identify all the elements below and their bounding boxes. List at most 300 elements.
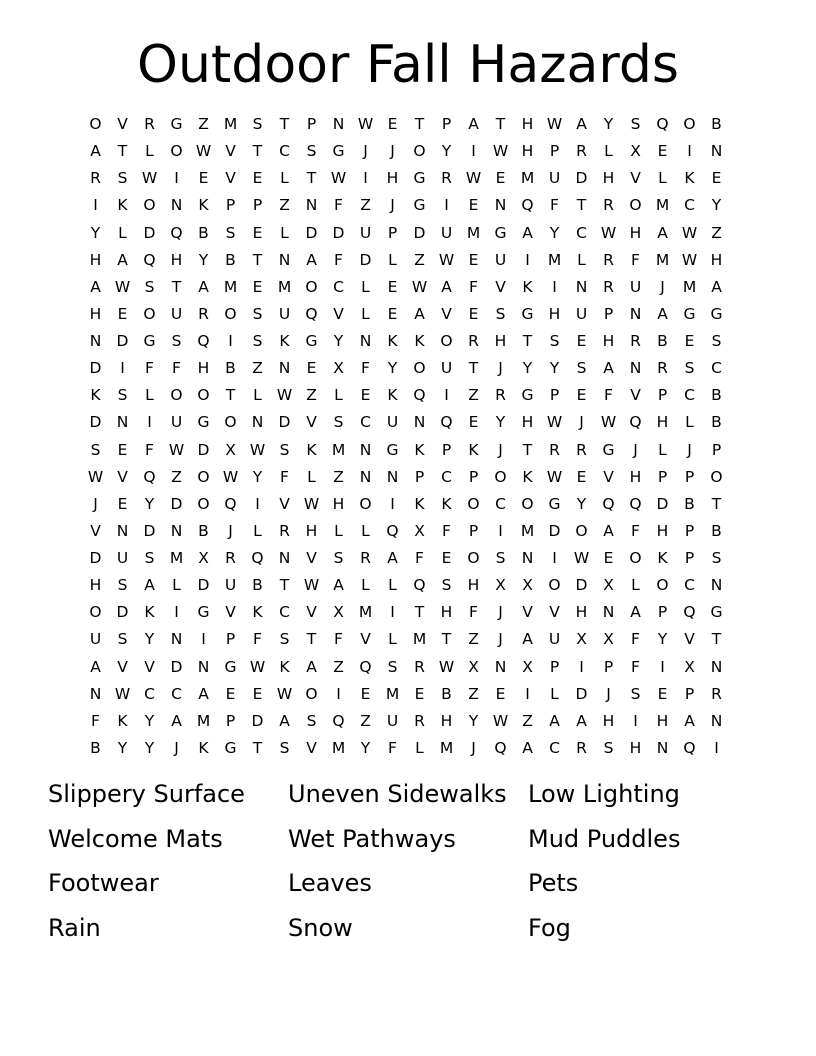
grid-letter[interactable]: P	[468, 521, 479, 540]
grid-letter[interactable]: T	[468, 359, 479, 378]
grid-letter[interactable]: F	[280, 467, 289, 486]
grid-letter[interactable]: D	[278, 413, 291, 432]
grid-letter[interactable]: E	[387, 304, 398, 323]
grid-letter[interactable]: N	[89, 684, 102, 703]
grid-letter[interactable]: W	[600, 413, 617, 432]
grid-letter[interactable]: E	[576, 386, 587, 405]
grid-letter[interactable]: B	[711, 386, 722, 405]
grid-letter[interactable]: I	[120, 359, 125, 378]
grid-letter[interactable]: A	[603, 521, 614, 540]
grid-letter[interactable]: S	[333, 413, 344, 432]
grid-letter[interactable]: V	[117, 115, 128, 133]
grid-letter[interactable]: L	[145, 386, 154, 405]
grid-letter[interactable]: W	[546, 413, 563, 432]
grid-letter[interactable]: M	[655, 250, 670, 269]
grid-letter[interactable]: E	[468, 250, 479, 269]
grid-letter[interactable]: O	[224, 413, 237, 432]
grid-letter[interactable]: V	[549, 603, 560, 622]
grid-letter[interactable]: I	[525, 684, 530, 703]
grid-letter[interactable]: P	[603, 657, 614, 676]
grid-letter[interactable]: I	[255, 494, 260, 513]
grid-letter[interactable]: L	[577, 250, 586, 269]
grid-letter[interactable]: H	[467, 576, 480, 595]
grid-letter[interactable]: Z	[333, 657, 344, 676]
grid-letter[interactable]: W	[681, 223, 698, 242]
grid-letter[interactable]: L	[145, 142, 154, 161]
grid-letter[interactable]: S	[495, 549, 506, 567]
grid-letter[interactable]: S	[117, 630, 128, 649]
grid-letter[interactable]: L	[415, 738, 424, 757]
grid-letter[interactable]: B	[657, 332, 668, 350]
grid-letter[interactable]: C	[711, 359, 722, 378]
grid-letter[interactable]: S	[252, 332, 263, 350]
grid-letter[interactable]: S	[711, 332, 722, 350]
grid-letter[interactable]: E	[252, 684, 263, 703]
grid-letter[interactable]: D	[575, 576, 588, 595]
grid-letter[interactable]: H	[305, 521, 318, 540]
grid-letter[interactable]: S	[387, 657, 398, 676]
grid-letter[interactable]: V	[495, 277, 506, 296]
grid-letter[interactable]: P	[711, 440, 722, 459]
grid-letter[interactable]: W	[411, 277, 428, 296]
grid-letter[interactable]: Z	[468, 386, 479, 405]
grid-letter[interactable]: S	[549, 332, 560, 350]
grid-letter[interactable]: T	[279, 576, 290, 595]
grid-letter[interactable]: Q	[359, 657, 372, 676]
grid-letter[interactable]: F	[334, 630, 343, 649]
grid-letter[interactable]: V	[117, 657, 128, 676]
grid-letter[interactable]: N	[89, 332, 102, 350]
grid-letter[interactable]: Q	[629, 494, 642, 513]
grid-letter[interactable]: H	[656, 521, 669, 540]
grid-letter[interactable]: L	[172, 576, 181, 595]
grid-letter[interactable]: U	[116, 549, 129, 567]
grid-letter[interactable]: O	[197, 494, 210, 513]
grid-letter[interactable]: K	[414, 494, 425, 513]
grid-letter[interactable]: A	[198, 277, 209, 296]
grid-letter[interactable]: T	[306, 169, 317, 188]
grid-letter[interactable]: N	[575, 277, 588, 296]
grid-letter[interactable]: G	[710, 304, 723, 323]
grid-letter[interactable]: Q	[386, 521, 399, 540]
grid-letter[interactable]: W	[114, 684, 131, 703]
grid-letter[interactable]: N	[629, 359, 642, 378]
grid-letter[interactable]: O	[224, 304, 237, 323]
grid-letter[interactable]: S	[225, 223, 236, 242]
grid-letter[interactable]: I	[390, 603, 395, 622]
grid-letter[interactable]: A	[306, 657, 317, 676]
grid-letter[interactable]: L	[388, 630, 397, 649]
grid-letter[interactable]: U	[170, 304, 183, 323]
grid-letter[interactable]: E	[252, 169, 263, 188]
grid-letter[interactable]: N	[170, 521, 183, 540]
grid-letter[interactable]: K	[387, 332, 398, 350]
grid-letter[interactable]: U	[440, 223, 453, 242]
grid-letter[interactable]: H	[629, 467, 642, 486]
grid-letter[interactable]: M	[412, 630, 427, 649]
grid-letter[interactable]: C	[441, 467, 452, 486]
grid-letter[interactable]: P	[684, 684, 695, 703]
grid-letter[interactable]: N	[278, 359, 291, 378]
grid-letter[interactable]: U	[386, 711, 399, 730]
grid-letter[interactable]: Z	[711, 223, 722, 242]
grid-letter[interactable]: E	[441, 549, 452, 567]
grid-letter[interactable]: O	[89, 115, 102, 133]
grid-letter[interactable]: C	[333, 277, 344, 296]
grid-letter[interactable]: I	[444, 196, 449, 215]
grid-letter[interactable]: D	[197, 576, 210, 595]
grid-letter[interactable]: H	[332, 494, 345, 513]
grid-letter[interactable]: S	[630, 115, 641, 133]
grid-letter[interactable]: R	[495, 386, 506, 405]
grid-letter[interactable]: N	[710, 711, 723, 730]
grid-letter[interactable]: H	[629, 223, 642, 242]
grid-letter[interactable]: U	[494, 250, 507, 269]
grid-letter[interactable]: S	[117, 576, 128, 595]
grid-letter[interactable]: H	[602, 711, 615, 730]
grid-letter[interactable]: Q	[413, 576, 426, 595]
grid-letter[interactable]: M	[331, 440, 346, 459]
grid-letter[interactable]: D	[656, 494, 669, 513]
grid-letter[interactable]: R	[90, 169, 101, 188]
grid-letter[interactable]: F	[334, 196, 343, 215]
grid-letter[interactable]: L	[388, 576, 397, 595]
grid-letter[interactable]: V	[630, 169, 641, 188]
grid-letter[interactable]: R	[657, 359, 668, 378]
grid-letter[interactable]: A	[90, 657, 101, 676]
grid-letter[interactable]: D	[170, 657, 183, 676]
grid-letter[interactable]: R	[198, 304, 209, 323]
grid-letter[interactable]: U	[548, 630, 561, 649]
grid-letter[interactable]: W	[492, 711, 509, 730]
grid-letter[interactable]: Y	[495, 413, 506, 432]
grid-letter[interactable]: H	[170, 250, 183, 269]
grid-letter[interactable]: P	[225, 196, 236, 215]
grid-letter[interactable]: D	[332, 223, 345, 242]
grid-letter[interactable]: Z	[306, 386, 317, 405]
grid-letter[interactable]: O	[575, 521, 588, 540]
grid-letter[interactable]: R	[603, 277, 614, 296]
grid-letter[interactable]: A	[144, 576, 155, 595]
grid-letter[interactable]: G	[224, 657, 237, 676]
grid-letter[interactable]: I	[633, 711, 638, 730]
grid-letter[interactable]: C	[684, 576, 695, 595]
grid-letter[interactable]: C	[360, 413, 371, 432]
grid-letter[interactable]: F	[550, 196, 559, 215]
grid-letter[interactable]: H	[440, 603, 453, 622]
grid-letter[interactable]: A	[576, 711, 587, 730]
grid-letter[interactable]: F	[388, 738, 397, 757]
grid-letter[interactable]: L	[280, 223, 289, 242]
grid-letter[interactable]: Y	[252, 467, 263, 486]
grid-letter[interactable]: I	[363, 169, 368, 188]
grid-letter[interactable]: N	[521, 549, 534, 567]
grid-letter[interactable]: I	[201, 630, 206, 649]
grid-letter[interactable]: A	[630, 603, 641, 622]
grid-letter[interactable]: R	[576, 738, 587, 757]
grid-letter[interactable]: G	[386, 440, 399, 459]
grid-letter[interactable]: Y	[90, 223, 101, 242]
grid-letter[interactable]: P	[441, 440, 452, 459]
grid-letter[interactable]: S	[495, 304, 506, 323]
grid-letter[interactable]: L	[334, 521, 343, 540]
grid-letter[interactable]: I	[336, 684, 341, 703]
grid-letter[interactable]: N	[251, 413, 264, 432]
grid-letter[interactable]: F	[253, 630, 262, 649]
grid-letter[interactable]: E	[576, 467, 587, 486]
grid-letter[interactable]: A	[657, 223, 668, 242]
grid-letter[interactable]: I	[228, 332, 233, 350]
grid-letter[interactable]: C	[549, 738, 560, 757]
grid-letter[interactable]: S	[144, 549, 155, 567]
grid-letter[interactable]: E	[657, 684, 668, 703]
grid-letter[interactable]: K	[279, 332, 290, 350]
grid-letter[interactable]: A	[522, 630, 533, 649]
grid-letter[interactable]: E	[252, 223, 263, 242]
grid-letter[interactable]: O	[467, 494, 480, 513]
grid-letter[interactable]: J	[363, 142, 368, 161]
grid-letter[interactable]: N	[305, 196, 318, 215]
grid-letter[interactable]: S	[441, 576, 452, 595]
grid-letter[interactable]: K	[414, 332, 425, 350]
grid-letter[interactable]: F	[604, 386, 613, 405]
grid-letter[interactable]: A	[414, 304, 425, 323]
grid-letter[interactable]: L	[361, 521, 370, 540]
grid-letter[interactable]: Q	[629, 413, 642, 432]
grid-letter[interactable]: T	[225, 386, 236, 405]
grid-letter[interactable]: Z	[522, 711, 533, 730]
grid-letter[interactable]: I	[579, 657, 584, 676]
grid-letter[interactable]: S	[117, 386, 128, 405]
grid-letter[interactable]: P	[225, 630, 236, 649]
grid-letter[interactable]: G	[683, 304, 696, 323]
grid-letter[interactable]: Y	[441, 142, 452, 161]
grid-letter[interactable]: G	[197, 413, 210, 432]
grid-letter[interactable]: Q	[683, 738, 696, 757]
grid-letter[interactable]: N	[197, 657, 210, 676]
grid-letter[interactable]: K	[117, 196, 128, 215]
grid-letter[interactable]: D	[575, 684, 588, 703]
grid-letter[interactable]: V	[225, 142, 236, 161]
grid-letter[interactable]: O	[305, 684, 318, 703]
grid-letter[interactable]: E	[711, 169, 722, 188]
grid-letter[interactable]: M	[196, 711, 211, 730]
grid-letter[interactable]: U	[278, 304, 291, 323]
grid-letter[interactable]: O	[440, 332, 453, 350]
grid-letter[interactable]: R	[603, 196, 614, 215]
grid-letter[interactable]: M	[520, 169, 535, 188]
grid-letter[interactable]: H	[440, 711, 453, 730]
grid-letter[interactable]: P	[441, 115, 452, 133]
grid-letter[interactable]: L	[307, 467, 316, 486]
grid-letter[interactable]: Y	[333, 332, 344, 350]
grid-letter[interactable]: Y	[198, 250, 209, 269]
grid-letter[interactable]: Q	[143, 250, 156, 269]
grid-letter[interactable]: L	[280, 169, 289, 188]
grid-letter[interactable]: U	[629, 277, 642, 296]
grid-letter[interactable]: B	[225, 250, 236, 269]
grid-letter[interactable]: I	[714, 738, 719, 757]
grid-letter[interactable]: X	[495, 576, 506, 595]
grid-letter[interactable]: A	[441, 277, 452, 296]
grid-letter[interactable]: J	[606, 684, 611, 703]
grid-letter[interactable]: D	[89, 549, 102, 567]
grid-letter[interactable]: I	[660, 657, 665, 676]
grid-letter[interactable]: H	[710, 250, 723, 269]
grid-letter[interactable]: A	[522, 738, 533, 757]
grid-letter[interactable]: I	[390, 494, 395, 513]
grid-letter[interactable]: Z	[468, 630, 479, 649]
grid-letter[interactable]: M	[655, 196, 670, 215]
grid-letter[interactable]: T	[279, 115, 290, 133]
grid-letter[interactable]: Z	[468, 684, 479, 703]
grid-letter[interactable]: U	[575, 304, 588, 323]
grid-letter[interactable]: T	[414, 115, 425, 133]
grid-letter[interactable]: Q	[683, 603, 696, 622]
grid-letter[interactable]: V	[333, 304, 344, 323]
grid-letter[interactable]: W	[249, 440, 266, 459]
grid-letter[interactable]: H	[521, 115, 534, 133]
grid-letter[interactable]: D	[89, 359, 102, 378]
grid-letter[interactable]: P	[252, 196, 263, 215]
grid-letter[interactable]: X	[603, 630, 614, 649]
grid-letter[interactable]: Y	[603, 115, 614, 133]
grid-letter[interactable]: B	[198, 521, 209, 540]
grid-letter[interactable]: D	[251, 711, 264, 730]
grid-letter[interactable]: V	[117, 467, 128, 486]
grid-letter[interactable]: K	[306, 440, 317, 459]
grid-letter[interactable]: X	[603, 576, 614, 595]
grid-letter[interactable]: H	[89, 250, 102, 269]
grid-letter[interactable]: W	[303, 576, 320, 595]
grid-letter[interactable]: U	[170, 413, 183, 432]
grid-letter[interactable]: L	[631, 576, 640, 595]
grid-letter[interactable]: U	[386, 413, 399, 432]
grid-letter[interactable]: G	[521, 304, 534, 323]
grid-letter[interactable]: J	[498, 630, 503, 649]
grid-letter[interactable]: N	[494, 657, 507, 676]
grid-letter[interactable]: E	[414, 684, 425, 703]
grid-letter[interactable]: C	[279, 603, 290, 622]
grid-letter[interactable]: Z	[198, 115, 209, 133]
grid-letter[interactable]: Q	[440, 413, 453, 432]
grid-letter[interactable]: T	[252, 250, 263, 269]
grid-letter[interactable]: A	[117, 250, 128, 269]
grid-letter[interactable]: T	[252, 142, 263, 161]
grid-letter[interactable]: Q	[305, 304, 318, 323]
grid-letter[interactable]: J	[390, 196, 395, 215]
grid-letter[interactable]: N	[359, 440, 372, 459]
grid-letter[interactable]: G	[602, 440, 615, 459]
grid-letter[interactable]: Y	[576, 494, 587, 513]
grid-letter[interactable]: M	[331, 738, 346, 757]
grid-letter[interactable]: H	[575, 603, 588, 622]
grid-letter[interactable]: Q	[602, 494, 615, 513]
grid-letter[interactable]: R	[414, 657, 425, 676]
grid-letter[interactable]: W	[681, 250, 698, 269]
grid-letter[interactable]: J	[174, 738, 179, 757]
grid-letter[interactable]: D	[305, 223, 318, 242]
grid-letter[interactable]: L	[361, 277, 370, 296]
grid-letter[interactable]: G	[224, 738, 237, 757]
grid-letter[interactable]: O	[656, 576, 669, 595]
grid-letter[interactable]: N	[170, 630, 183, 649]
grid-letter[interactable]: C	[171, 684, 182, 703]
grid-letter[interactable]: T	[711, 494, 722, 513]
grid-letter[interactable]: W	[600, 223, 617, 242]
grid-letter[interactable]: H	[602, 332, 615, 350]
grid-letter[interactable]: F	[91, 711, 100, 730]
grid-letter[interactable]: N	[359, 332, 372, 350]
grid-letter[interactable]: S	[117, 169, 128, 188]
grid-letter[interactable]: L	[118, 223, 127, 242]
grid-letter[interactable]: E	[684, 332, 695, 350]
grid-letter[interactable]: L	[685, 413, 694, 432]
grid-letter[interactable]: F	[172, 359, 181, 378]
grid-letter[interactable]: G	[413, 169, 426, 188]
grid-letter[interactable]: G	[548, 494, 561, 513]
grid-letter[interactable]: J	[228, 521, 233, 540]
grid-letter[interactable]: D	[575, 169, 588, 188]
grid-letter[interactable]: A	[657, 304, 668, 323]
grid-letter[interactable]: D	[413, 223, 426, 242]
grid-letter[interactable]: A	[468, 115, 479, 133]
grid-letter[interactable]: O	[629, 196, 642, 215]
grid-letter[interactable]: P	[684, 549, 695, 567]
grid-letter[interactable]: G	[494, 223, 507, 242]
grid-letter[interactable]: Z	[171, 467, 182, 486]
grid-letter[interactable]: W	[249, 657, 266, 676]
grid-letter[interactable]: D	[197, 440, 210, 459]
grid-letter[interactable]: M	[385, 684, 400, 703]
grid-letter[interactable]: J	[687, 440, 692, 459]
grid-letter[interactable]: F	[631, 250, 640, 269]
grid-letter[interactable]: W	[195, 142, 212, 161]
grid-letter[interactable]: W	[357, 115, 374, 133]
grid-letter[interactable]: W	[141, 169, 158, 188]
grid-letter[interactable]: Q	[251, 549, 264, 567]
grid-letter[interactable]: F	[469, 603, 478, 622]
grid-letter[interactable]: S	[252, 304, 263, 323]
grid-letter[interactable]: K	[117, 711, 128, 730]
grid-letter[interactable]: C	[684, 196, 695, 215]
grid-letter[interactable]: D	[359, 250, 372, 269]
grid-letter[interactable]: R	[576, 440, 587, 459]
grid-letter[interactable]: O	[143, 304, 156, 323]
grid-letter[interactable]: L	[361, 576, 370, 595]
grid-letter[interactable]: X	[522, 576, 533, 595]
grid-letter[interactable]: D	[116, 332, 129, 350]
grid-letter[interactable]: B	[252, 576, 263, 595]
grid-letter[interactable]: W	[168, 440, 185, 459]
grid-letter[interactable]: O	[683, 115, 696, 133]
grid-letter[interactable]: M	[466, 223, 481, 242]
grid-letter[interactable]: N	[278, 549, 291, 567]
grid-letter[interactable]: W	[546, 115, 563, 133]
grid-letter[interactable]: J	[498, 359, 503, 378]
grid-letter[interactable]: U	[548, 169, 561, 188]
grid-letter[interactable]: N	[494, 196, 507, 215]
grid-letter[interactable]: T	[711, 630, 722, 649]
grid-letter[interactable]: W	[492, 142, 509, 161]
grid-letter[interactable]: B	[90, 738, 101, 757]
grid-letter[interactable]: I	[444, 386, 449, 405]
grid-letter[interactable]: T	[522, 440, 533, 459]
grid-letter[interactable]: Y	[549, 223, 560, 242]
grid-letter[interactable]: C	[279, 142, 290, 161]
grid-letter[interactable]: W	[114, 277, 131, 296]
grid-letter[interactable]: N	[413, 413, 426, 432]
